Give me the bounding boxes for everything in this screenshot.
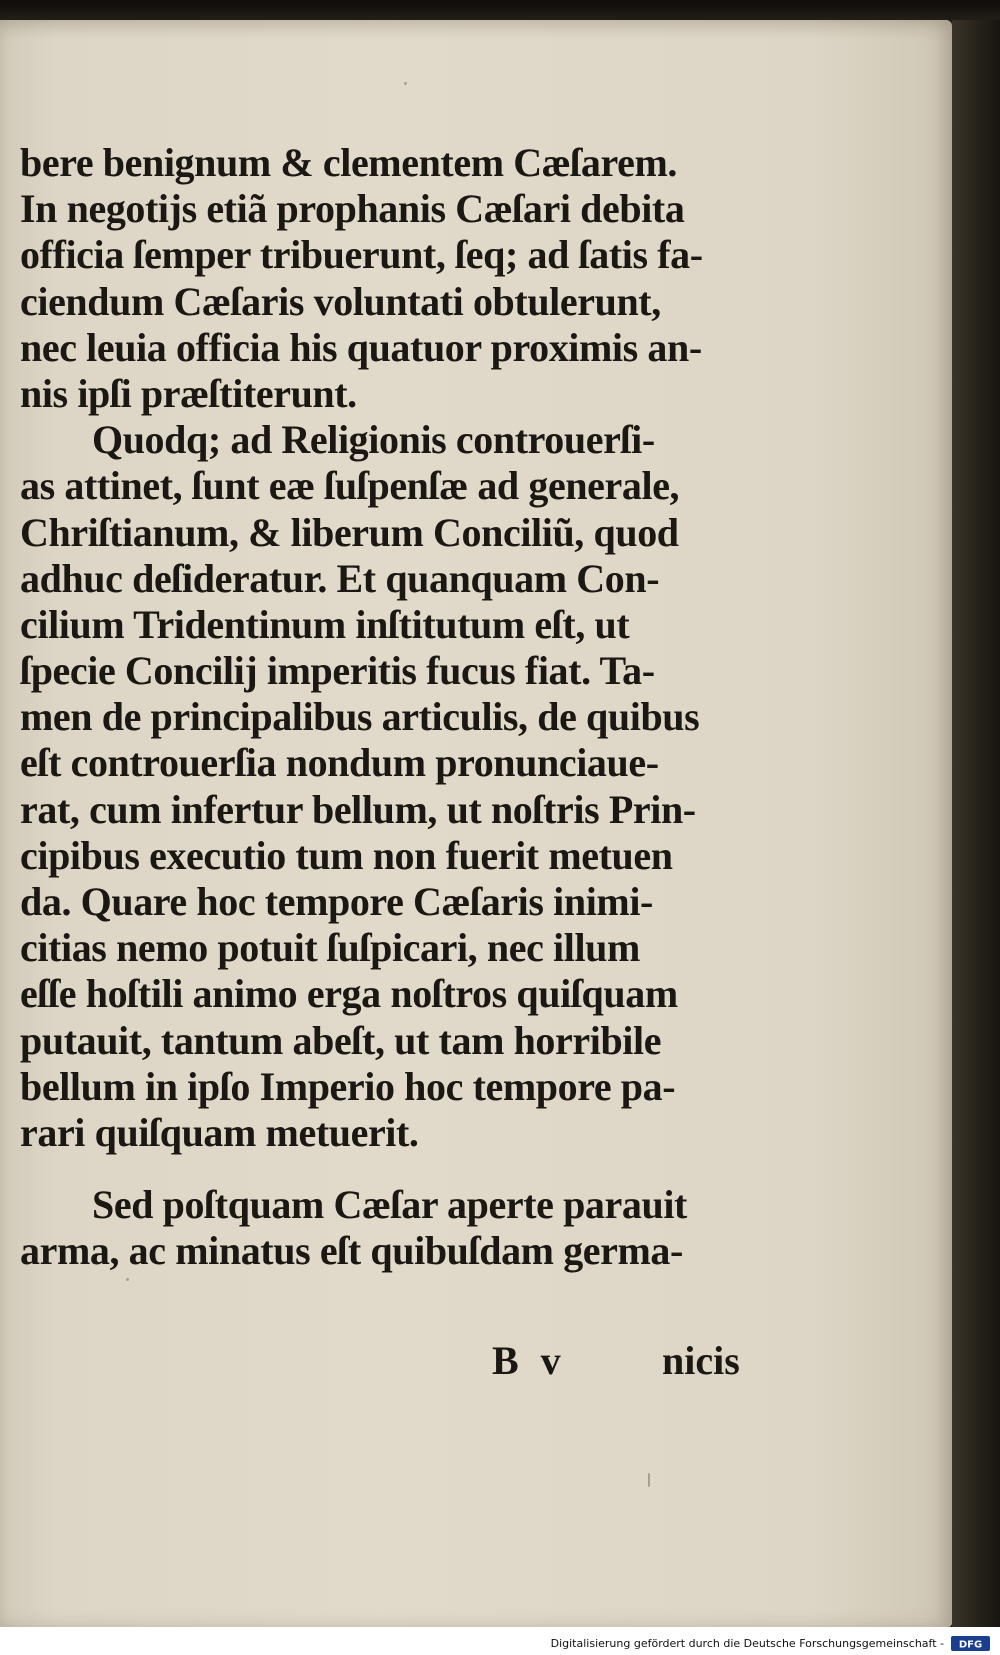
text-line: bellum in ipſo Imperio hoc tempore pa- <box>20 1063 676 1109</box>
text-line: nis ipſi præſtiterunt. <box>20 370 357 416</box>
page-text <box>20 140 760 1275</box>
catchword: nicis <box>662 1338 740 1383</box>
paper-speck <box>404 82 407 85</box>
text-line: ſpecie Concilij imperitis fucus fiat. Ta- <box>20 648 655 694</box>
text-line: Chriſtianum, & liberum Conciliũ, quod <box>20 509 679 555</box>
paragraph-gap <box>20 1156 760 1182</box>
text-line: eſt controuerſia nondum pronunciaue- <box>20 740 659 786</box>
text-line: rari quiſquam metuerit. <box>20 1109 419 1155</box>
text-line: cipibus executio tum non fuerit metuen <box>20 832 673 878</box>
dfg-logo-text: DFG <box>958 1639 983 1651</box>
page-edge-shadow <box>952 20 1000 1627</box>
text-line: da. Quare hoc tempore Cæſaris inimi- <box>20 879 653 924</box>
text-line: eſſe hoſtili animo erga noſtros quiſquam <box>20 971 678 1017</box>
text-line: bere benignum & clementem Cæſarem. <box>20 140 678 185</box>
text-line: In negotijs etiã prophanis Cæſari debita <box>20 186 685 232</box>
signature-mark: B v <box>492 1338 567 1383</box>
paper-speck <box>126 1278 129 1281</box>
text-line: citias nemo potuit ſuſpicari, nec illum <box>20 925 640 971</box>
text-line: Quodq; ad Religionis controuerſi- <box>92 417 655 463</box>
text-line: as attinet, ſunt eæ ſuſpenſæ ad generale, <box>20 463 680 509</box>
text-line: arma, ac minatus eſt quibuſdam germa- <box>20 1228 683 1274</box>
text-line: ciendum Cæſaris voluntati obtulerunt, <box>20 278 661 324</box>
text-line: officia ſemper tribuerunt, ſeq; ad ſatis fa- <box>20 232 703 278</box>
text-line: putauit, tantum abeſt, ut tam horribile <box>20 1017 662 1063</box>
text-line: adhuc deſideratur. Et quanquam Con- <box>20 555 660 601</box>
text-line: cilium Tridentinum inſtitutum eſt, ut <box>20 601 630 647</box>
text-line: rat, cum infertur bellum, ut noſtris Prin- <box>20 786 696 832</box>
paper-speck <box>648 1473 650 1487</box>
text-line: Sed poſtquam Cæſar aperte parauit <box>92 1182 687 1228</box>
text-line: men de principalibus articulis, de quibus <box>20 694 700 740</box>
digitization-credit: Digitalisierung gefördert durch die Deutsche Forschungsgemeinschaft - <box>550 1637 944 1650</box>
dfg-logo <box>951 1636 990 1651</box>
text-line: nec leuia officia his quatuor proximis an- <box>20 324 702 370</box>
